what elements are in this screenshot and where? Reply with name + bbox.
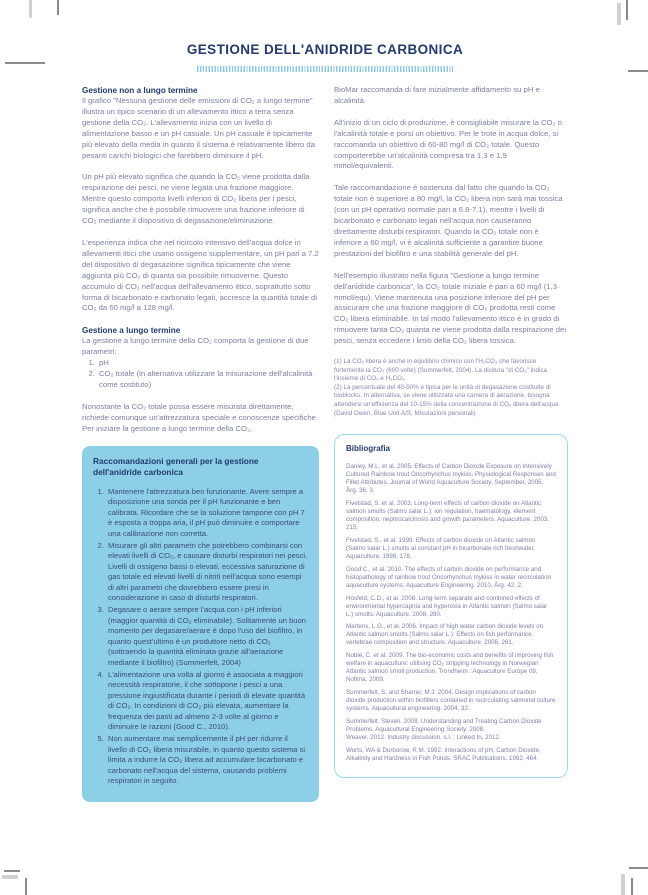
recommendations-box-heading: Raccomandazioni generali per la gestione dell'anidride carbonica [93,455,259,477]
left-column [82,85,319,802]
paragraph: La gestione a lungo termine della CO₂ comporta la gestione di due parametri: [82,336,309,357]
bibliography-entry: Wurts, WA & Durborow, R.M. 1992. Interactions of pH, Carbon Dioxide, Alkalinity and Hardness in Fish Ponds. SRAC Publications. 1992, 464. [346,746,541,762]
section-heading-short-term: Gestione non a lungo termine [82,86,198,95]
bibliography-box [334,434,568,778]
two-column-layout [82,85,568,802]
title-divider-dashes [197,66,453,72]
crop-mark-top-right-horizontal [628,70,648,72]
paragraph: Il grafico "Nessuna gestione delle emissioni di CO₂ a lungo termine" illustra un tipico scenario di un allevamento ittico a terra senza gestione della CO₂. L'allevamento inizia con un livello di alimentazione basso e un pH casuale. Un pH casuale è tipicamente più elevato della media in quanto il sistema è relativamente libero da pesanti carichi biologici che farebbero diminuire il pH. [82,96,315,160]
bibliography-entry: Fivelstad, S. et al. 2003. Long-term effects of carbon dioxide on Atlantic salmon smolts (Salmo salar L.): ion regulation, haematology, element composition, nephrocalcinosis and growth parameters. Aquaculture. 2003, 215. [346,500,549,532]
list-item: 3. Degasare o aerare sempre l'acqua con i pH inferiori (maggior quantità di CO₂ eliminabile). Solitamente un buon momento per degasare/aerare è dopo l'uso del biofiltro, in quanto quest'ultimo è un produttore netto di CO₂ (sottraendo la quantità eliminata grazie all'aerazione mediante il biofiltro) (Summerfelt, 2004) [106,605,308,668]
bibliography-heading: Bibliografia [346,444,391,454]
recommendations-list [93,487,308,787]
bibliography-entry: Danley, M.L. et al. 2005. Effects of Carbon Dioxide Exposure on Intensively Cultured Rainbow trout Oncorhynchus mykiss. Physiological Responses and Fillet Attributes. Journal of World Aquaculture Society. September, 2005, Årg. 36, 3. [346,463,556,495]
list-item: 1. pH [97,358,319,369]
bibliography-entry: Good C., et al. 2010. The effects of carbon dioxide on performance and histopathology of rainbow trout Oncorhynchus mykiss in water recirculation aquaculture systems. Aquaculture Engineering. 2010, Årg. 42, 2. [346,565,551,589]
crop-mark-top-left-light [29,0,32,18]
list-item: 2. CO₂ totale (in alternativa utilizzare la misurazione dell'alcalinità come sostituto) [97,369,319,391]
crop-mark-bottom-right-vertical [631,878,633,895]
crop-mark-top-left-vertical [57,0,59,15]
footnotes [334,358,568,418]
paragraph: Tale raccomandazione è sostenuta dal fatto che quando la CO₂ totale non è superiore a 80 mg/l, la CO₂ libera non sarà mai tossica (con un pH operativo normale pari a 6.8-7.1), mentre i livelli di bicarbonato e carbonato legati nell'acqua non causeranno direttamente disturbi respiratori. Quando la CO₂ totale non è inferiore a 60 mg/l, vi è alcalinità sufficiente a garantire buone prestazioni del biofiltro e una stabilità generale del pH. [334,183,563,258]
crop-mark-bottom-right-horizontal [629,867,648,869]
paragraph: All'inizio di un ciclo di produzione, è consigliabile misurare la CO₂ o l'alcalinità totale e porsi un obiettivo. Per le trote in acqua dolce, si raccomanda un obiettivo di 60-80 mg/l di CO₂ totale. Questo comporterebbe un'alcalinità compresa tra 1,3 e 1,9 mmol/equivalenti. [334,117,562,171]
bibliography-entry: Hosfeld, C.D., et al. 2008. Long-term separate and combined effects of environmental hypercapnia and hyperoxia in Atlantic salmon (Salmo salar L.) smolts. Aquaculture. 2008, 280. [346,594,548,618]
list-item: 2. Misurare gli altri parametri che potrebbero combinarsi con elevati livelli di CO₂, e causare disturbi respiratori nei pesci. Livelli di ossigeno bassi o elevati, eccessiva saturazione di gas totale ed elevati livelli di nitriti nell'acqua sono esempi di altri parametri che dovrebbero essere presi in considerazione in caso di disturbi respiratori. [106,541,308,604]
bibliography-entry: Summerfelt, Steven. 2008. Understanding and Treating Carbon Dioxide Problems. Aquacultural Engineering Society. 2008. [346,717,542,733]
bibliography-entry: Weaver. 2012. Industry discussion. s.l. : Linked In, 2012. [346,733,501,741]
list-item: 4. L'alimentazione una volta al giorno è associata a maggiori necessità respiratorie, il che sottopone i pesci a una pressione ingiustificata durante i periodi di elevate quantità di CO₂. In condizioni di CO₂ più elevata, aumentare la frequenza dei pasti ad almeno 2-3 volte al giorno e diminuire le razioni (Good C., 2010). [106,670,308,733]
paragraph: Un pH più elevato significa che quando la CO₂ viene prodotta dalla respirazione dei pesci, ne viene legata una frazione maggiore. Mentre questo comporta livelli inferiori di CO₂ libera per i pesci, significa anche che è possibile rimuovere una frazione inferiore di CO₂ mediante il dispositivo di degasazione/eliminazione. [82,172,310,226]
section-heading-long-term: Gestione a lungo termine [82,326,181,336]
paragraph: BioMar raccomanda di fare inizialmente affidamento su pH e alcalinità. [334,85,540,105]
paragraph: Nell'esempio illustrato nella figura "Gestione a lungo termine dell'anidride carbonica", la CO₂ totale iniziale è pari a 60 mg/l (1,3 mmol/equ). Viene mantenuta una posizione inferiore del pH per assicurare che una frazione maggiore di CO₂ prodotta resti come CO₂ libera eliminabile. In tal modo l'allevamento ittico è in grado di rimuovere tanta CO₂ quanta ne viene prodotta dalla respirazione dei pesci, senza eccedere i limiti della CO₂ libera tossica. [334,270,567,346]
crop-mark-bottom-left-vertical [25,878,27,895]
paragraph: L'esperienza indica che nel ricircolo intensivo dell'acqua dolce in allevamenti ittici che usano ossigeno supplementare, un pH pari a 7.2 del dispositivo di degasazione significa tipicamente che viene aggiunta più CO₂ di quanta sia possibile rimuoverne. Questo accumulo di CO₂ nell'acqua dell'allevamento ittico, soprattutto sotto forma di bicarbonato e carbonato legati, accresce la quantità totale di CO₂ da 60 mg/l a 128 mg/l. [82,237,319,313]
page-title: GESTIONE DELL'ANIDRIDE CARBONICA [186,42,464,57]
crop-mark-bottom-left-horizontal [4,870,20,872]
crop-mark-top-left-horizontal [5,62,45,64]
crop-mark-top-right-light [617,3,621,25]
list-item: 1. Mantenere l'attrezzatura ben funzionante. Avere sempre a disposizione una sonda per il pH funzionante e ben calibrata. Ricordare che se la soluzione tampone con pH 7 è esposta a troppa aria, il pH può diminuire e comportare una calibrazione non corretta. [106,487,308,540]
parameter-list [82,358,319,391]
crop-mark-bottom-left-light [2,875,18,879]
list-item: 5. Non aumentare mai semplicemente il pH per ridurre il livello di CO₂ libera misurabile, in quanto questo sistema si limita a indurre la CO₂ libera ad accumulare bicarbonato e carbonato nell'acqua del sistema, causando problemi respiratori in seguito. [106,734,308,787]
bibliography-entry: Summerfelt, S, and Sharrer, M.J. 2004. Design implications of carbon dioxide production within biofilters contained in recirculating salmonid culture systems. Aquacultural engineering. 2004, 32. [346,688,556,713]
recommendations-box [82,446,319,803]
right-column [334,85,568,802]
bibliography-entry: Noble, C. et al. 2009. The bio-economic costs and benefits of improving fish welfare in aquaculture: utilising CO₂ stripping technology in Norwegian Atlantic salmon smolt production. Trondheim : Aquaculture Europe 09, Nofima, 2009. [346,652,554,684]
bibliography-entry: Fivelstad, S., et al. 1999. Effects of carbon dioxide on Atlantic salmon (Salmo salar L.) smolts at constant pH in bicarbonate rich freshwater. Aquaculture. 1999, 178. [346,536,536,561]
crop-mark-top-right-vertical [626,0,628,20]
footnote: (2) La percentuale del 40-50% è tipica per le unità di degasazione costituite di bioblocks. In alternativa, se viene utilizzata una camera di aerazione, bisogna attendersi un'efficienza del 10-15% della concentrazione di CO₂ libera dell'acqua (David Owen, Blue Unit A/S, Misurazioni personali) [334,383,559,417]
page-content [82,42,568,802]
bibliography-entry: Martens, L.G., et al. 2006. Impact of high water carbon dioxide levels on Atlantic salmon smolts (Salmo salar L.): Effects on fish performance, vertebrae composition and structure. Aquaculture. 2006, 261. [346,623,544,647]
paragraph: Nonostante la CO₂ totale possa essere misurata direttamente, richiede comunque un'attrezzatura speciale e conoscenze specifiche. Per iniziare la gestione a lungo termine della CO₂, [82,401,319,433]
crop-mark-bottom-right-light [621,874,625,895]
footnote: (1) La CO₂ libera è anche in equilibrio chimico con l'H₂CO₃ che favorisce fortemente la CO₂ (600 volte) (Summerfelt, 2004). La dicitura "di CO₂" indica l'insieme di CO₂ e H₂CO₃ [334,358,548,383]
